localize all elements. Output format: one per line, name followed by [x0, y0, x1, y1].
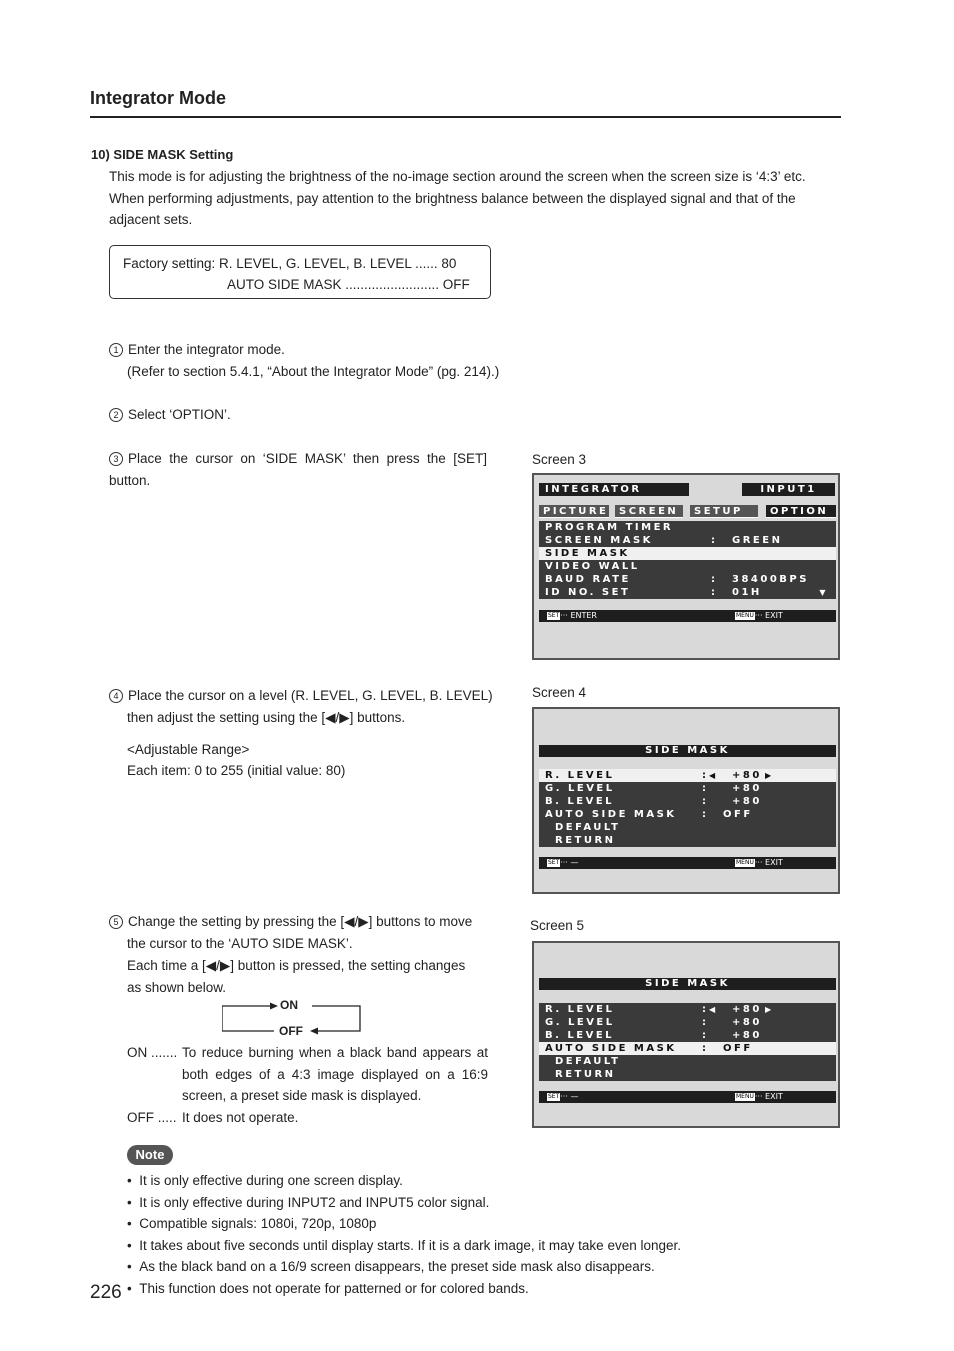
menu-item-r-level[interactable]: [539, 1003, 836, 1016]
step-number: 1: [109, 343, 123, 357]
right-arrow-icon: ▶: [765, 771, 774, 780]
menu-key-icon: MENU: [736, 859, 754, 866]
osd-screen-side-mask-auto: [532, 941, 840, 1128]
menu-item-value: +80: [732, 1030, 762, 1041]
menu-item-value: 01H: [732, 587, 762, 598]
footer-menu-group: [735, 610, 783, 622]
menu-item-value: +80: [732, 1004, 762, 1015]
off-label: OFF .....: [127, 1110, 177, 1125]
page-title: Integrator Mode: [90, 88, 227, 108]
menu-item-default[interactable]: [539, 1055, 836, 1068]
menu-item-auto-side-mask[interactable]: [539, 808, 836, 821]
osd-input-label: INPUT1: [742, 483, 835, 496]
menu-item-label: VIDEO WALL: [545, 561, 640, 572]
page-number: 226: [90, 1282, 122, 1303]
menu-item-colon: :: [702, 783, 709, 794]
step-5-text-2: the cursor to the ‘AUTO SIDE MASK’.: [127, 936, 353, 951]
step-number: 3: [109, 452, 123, 466]
note-item: • It is only effective during INPUT2 and INPUT5 color signal.: [127, 1194, 490, 1210]
step-number: 2: [109, 408, 123, 422]
left-arrow-icon: ◀: [709, 771, 718, 780]
osd-footer: [539, 1091, 836, 1103]
osd-side-mask-title: SIDE MASK: [539, 978, 836, 990]
menu-item-b-level[interactable]: [539, 795, 836, 808]
menu-item-label: R. LEVEL: [545, 770, 615, 781]
osd-screen-integrator: [532, 473, 840, 660]
note-item: • It is only effective during one screen display.: [127, 1173, 403, 1188]
note-item: • This function does not operate for patterned or for colored bands.: [127, 1280, 529, 1296]
menu-item-side-mask[interactable]: [539, 547, 836, 560]
scroll-down-icon: ▼: [819, 588, 828, 597]
step-4: [109, 685, 493, 707]
step-number: 5: [109, 915, 123, 929]
step-2-text: Select ‘OPTION’.: [128, 407, 231, 422]
section-intro: This mode is for adjusting the brightness of the no-image section around the screen when the screen size is ‘4:3’ etc. When performing adjustments, pay attention to the brightness balance between the displayed signal and that of the adjacent sets.: [109, 169, 806, 227]
note-list: [127, 1170, 681, 1300]
menu-item-colon: :: [702, 809, 709, 820]
osd-integrator-title: INTEGRATOR: [539, 483, 689, 496]
menu-item-g-level[interactable]: [539, 1016, 836, 1029]
footer-set-text: ··· —: [560, 858, 579, 867]
note-item-text: It is only effective during INPUT2 and INPUT5 color signal.: [139, 1194, 490, 1210]
menu-item-label: DEFAULT: [555, 1056, 621, 1067]
screen-5-caption: Screen 5: [530, 918, 585, 933]
note-item-text: Compatible signals: 1080i, 720p, 1080p: [139, 1216, 377, 1232]
tab-setup[interactable]: SETUP: [690, 505, 758, 518]
off-description: It does not operate.: [182, 1110, 299, 1125]
step-3: [109, 448, 487, 491]
title-rule: [90, 116, 841, 118]
note-item-text: This function does not operate for patterned or for colored bands.: [139, 1280, 529, 1296]
menu-item-id-no-set[interactable]: [539, 586, 836, 599]
menu-item-label: AUTO SIDE MASK: [545, 1043, 677, 1054]
menu-item-g-level[interactable]: [539, 782, 836, 795]
cycle-on-label: ON: [280, 998, 298, 1012]
step-5-text-3: Each time a [◀/▶] button is pressed, the setting changes: [127, 958, 466, 973]
menu-item-label: DEFAULT: [555, 822, 621, 833]
footer-exit-text: ··· EXIT: [754, 1092, 783, 1101]
menu-item-value: 38400BPS: [732, 574, 809, 585]
menu-item-value: +80: [732, 783, 762, 794]
menu-item-label: RETURN: [555, 835, 616, 846]
adjustable-range-title: <Adjustable Range>: [127, 742, 250, 757]
menu-item-screen-mask[interactable]: [539, 534, 836, 547]
menu-item-colon: :: [711, 587, 718, 598]
footer-exit-text: ··· EXIT: [754, 858, 783, 867]
menu-item-label: G. LEVEL: [545, 783, 615, 794]
menu-item-label: RETURN: [555, 1069, 616, 1080]
note-item: • As the black band on a 16/9 screen disappears, the preset side mask also disappears.: [127, 1259, 655, 1275]
note-item: • It takes about five seconds until display starts. If it is a dark image, it may take even longer.: [127, 1237, 682, 1253]
step-1-ref: (Refer to section 5.4.1, “About the Integrator Mode” (pg. 214).): [127, 364, 500, 379]
set-key-icon: SET: [548, 612, 560, 619]
menu-item-label: R. LEVEL: [545, 1004, 615, 1015]
menu-item-label: G. LEVEL: [545, 1017, 615, 1028]
note-item-text: As the black band on a 16/9 screen disappears, the preset side mask also disappears.: [139, 1259, 655, 1275]
menu-item-label: AUTO SIDE MASK: [545, 809, 677, 820]
step-number: 4: [109, 689, 123, 703]
menu-item-label: ID NO. SET: [545, 587, 631, 598]
tab-option[interactable]: OPTION: [766, 505, 836, 518]
cycle-off-label: OFF: [279, 1024, 303, 1038]
step-4-text-2: then adjust the setting using the [◀/▶] buttons.: [127, 710, 406, 725]
note-item-text: It is only effective during one screen display.: [139, 1173, 403, 1188]
step-4-text: Place the cursor on a level (R. LEVEL, G. LEVEL, B. LEVEL): [128, 688, 493, 703]
menu-item-value: +80: [732, 1017, 762, 1028]
menu-item-auto-side-mask[interactable]: [539, 1042, 836, 1055]
menu-item-b-level[interactable]: [539, 1029, 836, 1042]
menu-item-label: PROGRAM TIMER: [545, 522, 674, 533]
menu-item-default[interactable]: [539, 821, 836, 834]
note-badge: Note: [127, 1145, 173, 1165]
menu-item-return[interactable]: [539, 1068, 836, 1081]
osd-footer: [539, 857, 836, 869]
menu-item-colon: :: [711, 535, 718, 546]
menu-item-video-wall[interactable]: [539, 560, 836, 573]
footer-menu-group: [735, 1091, 783, 1103]
right-arrow-icon: ▶: [765, 1005, 774, 1014]
on-label: ON .......: [127, 1045, 178, 1060]
step-1: [109, 339, 285, 361]
osd-footer: [539, 610, 836, 622]
menu-item-r-level[interactable]: [539, 769, 836, 782]
menu-item-colon: :: [702, 1017, 709, 1028]
menu-item-label: SCREEN MASK: [545, 535, 653, 546]
menu-item-baud-rate[interactable]: [539, 573, 836, 586]
menu-item-value: OFF: [723, 1043, 753, 1054]
menu-item-value: OFF: [723, 809, 753, 820]
tab-screen[interactable]: SCREEN: [615, 505, 683, 518]
osd-screen-side-mask: [532, 707, 840, 894]
menu-item-colon: :: [702, 1030, 709, 1041]
set-key-icon: SET: [548, 1093, 560, 1100]
menu-key-icon: MENU: [736, 612, 754, 619]
tab-picture[interactable]: PICTURE: [539, 505, 609, 518]
step-5: [109, 911, 472, 933]
menu-item-return[interactable]: [539, 834, 836, 847]
left-arrow-icon: ◀: [709, 1005, 718, 1014]
screen-4-caption: Screen 4: [532, 685, 587, 700]
menu-item-value: +80: [732, 770, 762, 781]
on-description: To reduce burning when a black band appears at both edges of a 4:3 image displayed on a 16:9 screen, a preset side mask is displayed.: [182, 1045, 488, 1103]
menu-item-label: B. LEVEL: [545, 796, 615, 807]
menu-item-program-timer[interactable]: [539, 521, 836, 534]
menu-item-value: GREEN: [732, 535, 783, 546]
step-1-text: Enter the integrator mode.: [128, 342, 285, 357]
screen-3-caption: Screen 3: [532, 452, 587, 467]
factory-line-2: AUTO SIDE MASK ......................... OFF: [227, 277, 470, 292]
footer-enter-text: ··· ENTER: [560, 611, 597, 620]
menu-item-colon: :: [702, 770, 709, 781]
note-item: • Compatible signals: 1080i, 720p, 1080p: [127, 1216, 377, 1232]
factory-line-1: Factory setting: R. LEVEL, G. LEVEL, B. LEVEL ...... 80: [123, 256, 457, 271]
menu-item-colon: :: [711, 574, 718, 585]
menu-item-label: B. LEVEL: [545, 1030, 615, 1041]
menu-item-colon: :: [702, 1004, 709, 1015]
osd-side-mask-title: SIDE MASK: [539, 745, 836, 757]
section-heading: 10) SIDE MASK Setting: [91, 147, 234, 162]
step-5-text-4: as shown below.: [127, 980, 227, 995]
factory-setting-box: [109, 245, 491, 299]
menu-item-label: BAUD RATE: [545, 574, 631, 585]
footer-exit-text: ··· EXIT: [754, 611, 783, 620]
step-5-text: Change the setting by pressing the [◀/▶] buttons to move: [128, 914, 473, 929]
on-off-cycle-diagram: [222, 997, 362, 1037]
menu-key-icon: MENU: [736, 1093, 754, 1100]
step-2: [109, 404, 231, 426]
menu-item-colon: :: [702, 796, 709, 807]
note-item-text: It takes about five seconds until display starts. If it is a dark image, it may take even longer.: [139, 1237, 682, 1253]
step-3-text: Place the cursor on ‘SIDE MASK’ then press the [SET] button.: [109, 451, 487, 488]
set-key-icon: SET: [548, 859, 560, 866]
footer-set-text: ··· —: [560, 1092, 579, 1101]
adjustable-range: Each item: 0 to 255 (initial value: 80): [127, 763, 346, 778]
menu-item-label: SIDE MASK: [545, 548, 630, 559]
footer-menu-group: [735, 857, 783, 869]
menu-item-colon: :: [702, 1043, 709, 1054]
menu-item-value: +80: [732, 796, 762, 807]
